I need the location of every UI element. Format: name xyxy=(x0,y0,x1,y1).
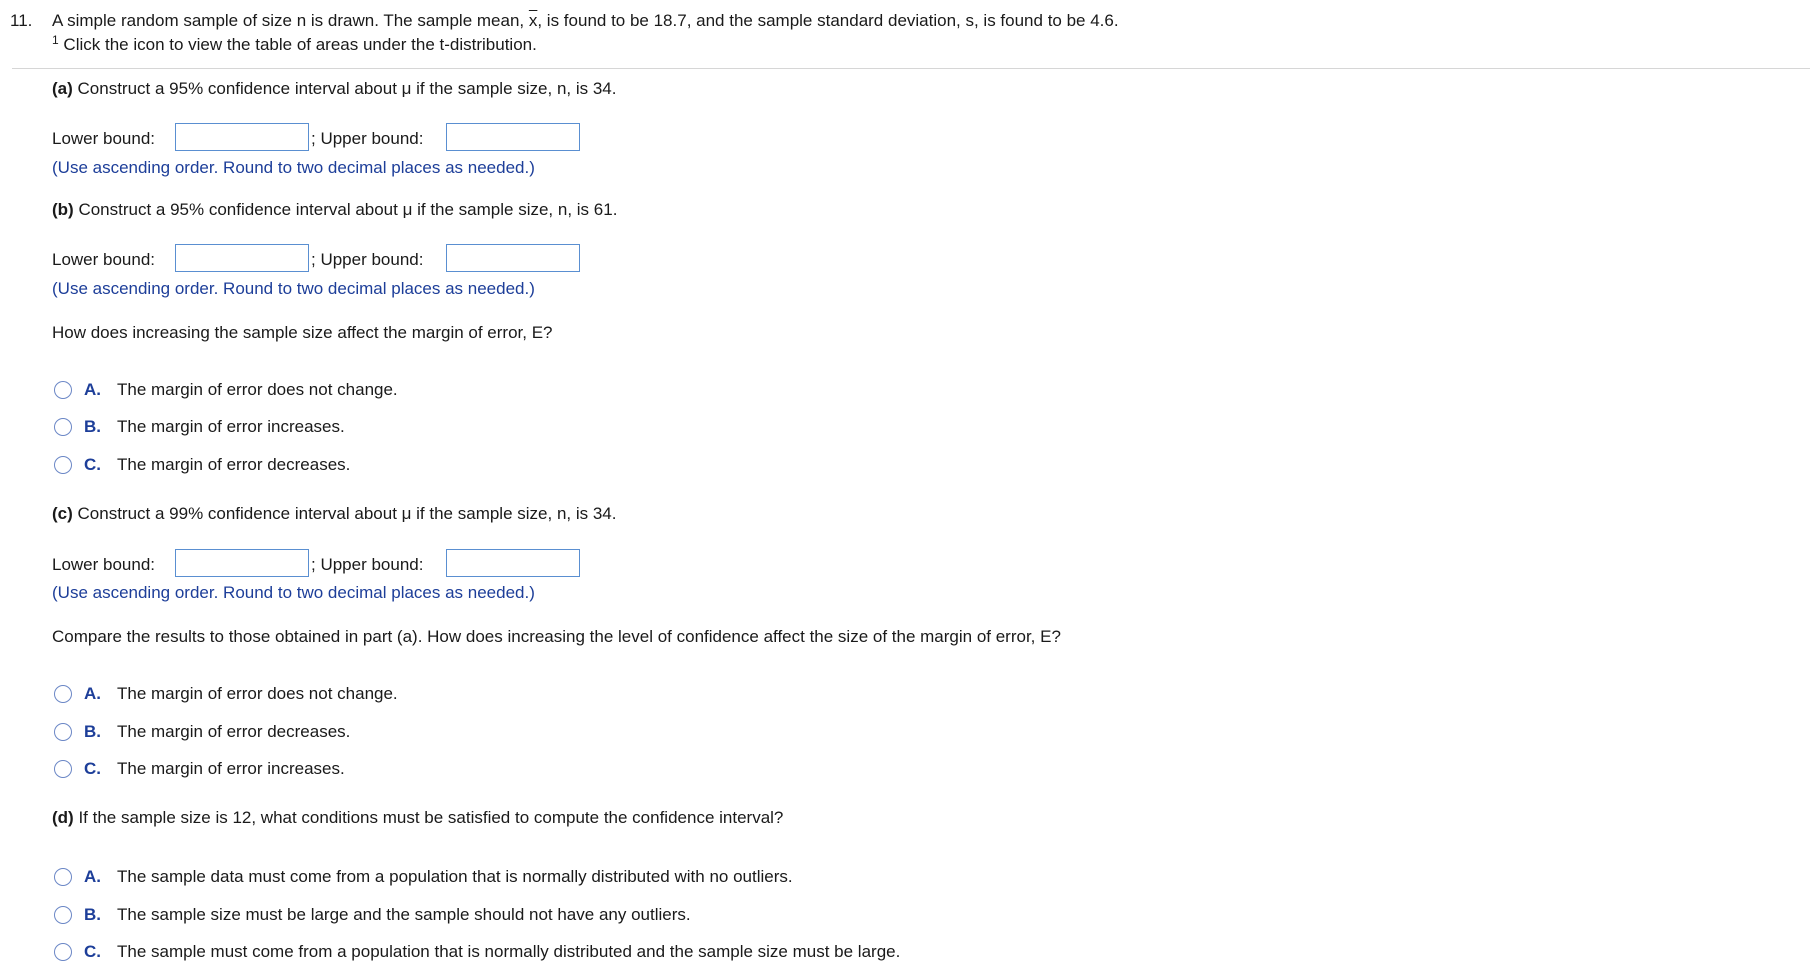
option-letter: B. xyxy=(84,417,101,436)
option-text: The sample must come from a population that is normally distributed and the sample size must be large. xyxy=(117,942,901,961)
part-c-hint: (Use ascending order. Round to two decimal places as needed.) xyxy=(52,583,535,602)
part-b-lower-label: Lower bound: xyxy=(52,250,156,269)
radio-icon[interactable] xyxy=(54,906,72,924)
radio-icon[interactable] xyxy=(54,381,72,399)
radio-icon[interactable] xyxy=(54,943,72,961)
part-c-upper-bound-input[interactable] xyxy=(446,549,580,577)
option-text: The margin of error decreases. xyxy=(117,722,351,741)
part-a-prompt xyxy=(52,78,616,100)
part-c-question: Compare the results to those obtained in part (a). How does increasing the level of confidence affect the size of the margin of error, E? xyxy=(52,627,1061,646)
part-a-text: Construct a 95% confidence interval about μ if the sample size, n, is 34. xyxy=(72,79,617,98)
option-letter: B. xyxy=(84,905,101,924)
option-text: The sample data must come from a population that is normally distributed with no outliers. xyxy=(117,867,793,886)
footnote-marker: 1 xyxy=(52,33,59,47)
part-a-upper-label: ; Upper bound: xyxy=(311,129,424,148)
part-a-label: (a) xyxy=(52,79,73,98)
part-b-label: (b) xyxy=(52,200,74,219)
part-d-label: (d) xyxy=(52,808,74,827)
radio-icon[interactable] xyxy=(54,456,72,474)
part-b-upper-bound-input[interactable] xyxy=(446,244,580,272)
option-text: The margin of error does not change. xyxy=(117,380,398,399)
part-b-lower-bound-input[interactable] xyxy=(175,244,309,272)
part-c-upper-label: ; Upper bound: xyxy=(311,555,424,574)
option-text: The margin of error increases. xyxy=(117,759,345,778)
option-text: The margin of error increases. xyxy=(117,417,345,436)
part-c-prompt xyxy=(52,503,616,525)
part-a-hint: (Use ascending order. Round to two decimal places as needed.) xyxy=(52,158,535,177)
question-number: 11. xyxy=(10,11,33,30)
part-b-prompt xyxy=(52,199,617,221)
option-text: The margin of error decreases. xyxy=(117,455,351,474)
radio-icon[interactable] xyxy=(54,418,72,436)
part-c-text: Construct a 99% confidence interval about μ if the sample size, n, is 34. xyxy=(72,504,617,523)
option-letter: A. xyxy=(84,684,101,703)
part-b-hint: (Use ascending order. Round to two decimal places as needed.) xyxy=(52,279,535,298)
radio-icon[interactable] xyxy=(54,760,72,778)
radio-icon[interactable] xyxy=(54,868,72,886)
option-text: The sample size must be large and the sample should not have any outliers. xyxy=(117,905,691,924)
footnote-text: Click the icon to view the table of areas under the t-distribution. xyxy=(63,35,537,54)
header-divider xyxy=(12,68,1810,69)
part-a-lower-bound-input[interactable] xyxy=(175,123,309,151)
radio-icon[interactable] xyxy=(54,685,72,703)
footnote[interactable] xyxy=(52,34,537,57)
option-letter: C. xyxy=(84,942,101,961)
radio-icon[interactable] xyxy=(54,723,72,741)
part-b-upper-label: ; Upper bound: xyxy=(311,250,424,269)
option-letter: C. xyxy=(84,455,101,474)
option-text: The margin of error does not change. xyxy=(117,684,398,703)
part-d-text: If the sample size is 12, what conditions must be satisfied to compute the confidence interval? xyxy=(73,808,784,827)
option-letter: C. xyxy=(84,759,101,778)
option-letter: A. xyxy=(84,380,101,399)
part-a-upper-bound-input[interactable] xyxy=(446,123,580,151)
part-c-lower-bound-input[interactable] xyxy=(175,549,309,577)
part-c-label: (c) xyxy=(52,504,73,523)
question-stem-post: , is found to be 18.7, and the sample standard deviation, s, is found to be 4.6. xyxy=(537,11,1119,30)
sample-mean-symbol: $\overline{x}$ xyxy=(528,11,538,30)
part-b-text: Construct a 95% confidence interval about μ if the sample size, n, is 61. xyxy=(73,200,618,219)
question-stem-pre: A simple random sample of size n is drawn. The sample mean, xyxy=(52,11,529,30)
option-letter: A. xyxy=(84,867,101,886)
part-d-prompt xyxy=(52,807,783,829)
part-a-lower-label: Lower bound: xyxy=(52,129,156,148)
question-stem xyxy=(52,10,1119,32)
part-b-question: How does increasing the sample size affect the margin of error, E? xyxy=(52,323,553,342)
part-c-lower-label: Lower bound: xyxy=(52,555,156,574)
option-letter: B. xyxy=(84,722,101,741)
